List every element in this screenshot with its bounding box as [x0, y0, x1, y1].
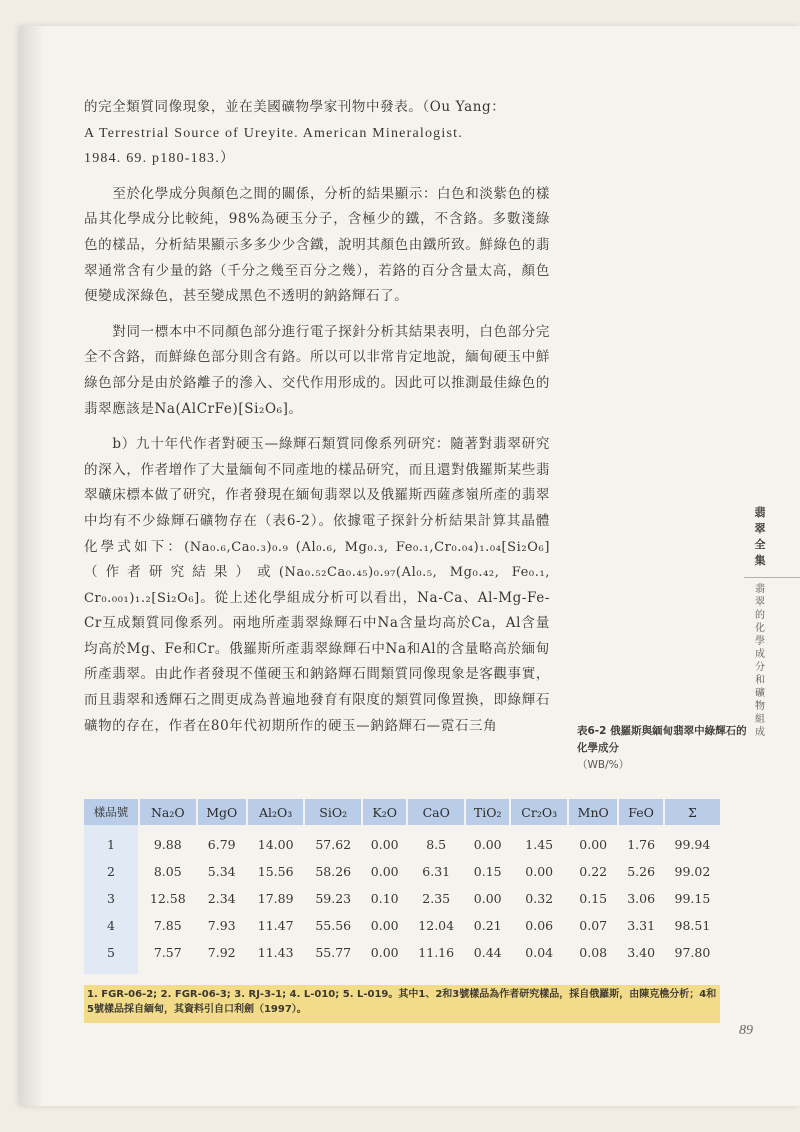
header-mgo: MgO	[197, 799, 247, 825]
book-title-vertical: 翡翠全集	[754, 506, 766, 567]
table-notes: 1. FGR-06-2; 2. FGR-06-3; 3. RJ-3-1; 4. L-010; 5. L-019。其中1、2和3號樣品為作者研究樣品，採自俄羅斯，由陳克樵分析；4和5號樣品採自緬甸，其資料引自口利劍（1997）。	[84, 985, 720, 1023]
value-cell: 17.89	[247, 885, 305, 912]
paragraph-4-rest: 。從上述化學組成分析可以看出，Na-Ca、Al-Mg-Fe-Cr互成類質同像系列。兩地所產翡翠綠輝石中Na含量均高於Ca，Al含量均高於Mg、Fe和Cr。俄羅斯所產翡翠綠輝石中Na和Al的含量略高於緬甸所產翡翠。由此作者發現不僅硬玉和鈉鉻輝石間類質同像現象是客觀事實，而且翡翠和透輝石之間更成為普遍地發育有限度的類質同像置換，即綠輝石礦物的存在，作者在80年代初期所作的硬玉—鈉鉻輝石—霓石三角	[84, 589, 550, 734]
value-cell: 1.76	[618, 825, 663, 858]
header-sample: 樣品號	[84, 799, 139, 825]
value-cell: 0.00	[362, 825, 407, 858]
paragraph-4	[84, 432, 550, 739]
value-cell: 8.05	[139, 858, 197, 885]
header-tio2: TiO₂	[465, 799, 510, 825]
sample-number-cell: 3	[84, 885, 139, 912]
header-na2o: Na₂O	[139, 799, 197, 825]
header-feo: FeO	[618, 799, 663, 825]
composition-table-wrap	[84, 799, 720, 974]
value-cell: 6.31	[407, 858, 465, 885]
value-cell: 0.00	[568, 825, 618, 858]
value-cell: 0.00	[362, 912, 407, 939]
paragraph-1-line-1: 的完全類質同像現象，並在美國礦物學家刊物中發表。（Ou Yang：	[84, 99, 506, 115]
value-cell: 0.08	[568, 939, 618, 974]
value-cell: 0.22	[568, 858, 618, 885]
body-text	[84, 95, 550, 739]
formula-2: (Na₀.₅₂Ca₀.₄₅)₀.₉₇(Al₀.₅, Mg₀.₄₂, Fe₀.₁, Cr₀.₀₀₁)₁.₂[Si₂O₆]	[84, 565, 550, 606]
value-cell: 0.21	[465, 912, 510, 939]
table-row	[84, 885, 720, 912]
value-cell: 3.40	[618, 939, 663, 974]
value-cell: 7.85	[139, 912, 197, 939]
table-row	[84, 858, 720, 885]
value-cell: 5.26	[618, 858, 663, 885]
table-row	[84, 912, 720, 939]
value-cell: 55.56	[304, 912, 362, 939]
header-k2o: K₂O	[362, 799, 407, 825]
value-cell: 7.93	[197, 912, 247, 939]
paragraph-1	[84, 95, 550, 172]
value-cell: 15.56	[247, 858, 305, 885]
composition-table	[84, 799, 720, 974]
value-cell: 2.35	[407, 885, 465, 912]
side-divider	[744, 577, 800, 578]
table-header-row	[84, 799, 720, 825]
value-cell: 98.51	[674, 918, 711, 933]
value-cell: 7.92	[197, 939, 247, 974]
paragraph-4-intro: b）九十年代作者對硬玉—綠輝石類質同像系列研究：隨著對翡翠研究的深入，作者增作了大量緬甸不同產地的樣品研究，而且還對俄羅斯某些翡翠礦床標本做了研究，作者發現在緬甸翡翠以及俄羅斯西薩彥嶺所產的翡翠中均有不少綠輝石礦物存在（表6-2）。依據電子探針分析結果計算其晶體化學式如下：	[84, 436, 550, 555]
value-cell: 0.07	[568, 912, 618, 939]
spine-shadow	[20, 26, 44, 1106]
value-cell: 0.00	[465, 885, 510, 912]
citation-line: A Terrestrial Source of Ureyite. American Mineralogist.	[84, 125, 463, 141]
paragraph-4-mid: （作者研究結果）或	[84, 564, 279, 581]
value-cell: 0.00	[510, 858, 568, 885]
table-caption	[577, 723, 747, 774]
value-cell: 0.00	[465, 825, 510, 858]
header-sio2: SiO₂	[304, 799, 362, 825]
value-cell: 12.04	[407, 912, 465, 939]
page-number: 89	[739, 1023, 753, 1038]
header-sum: Σ	[664, 799, 720, 825]
value-cell: 0.44	[465, 939, 510, 974]
table-caption-title: 表6-2 俄羅斯與緬甸翡翠中綠輝石的化學成分	[577, 725, 747, 754]
sample-number-cell: 4	[84, 912, 139, 939]
value-cell: 1.45	[510, 825, 568, 858]
header-al2o3: Al₂O₃	[247, 799, 305, 825]
formula-1: (Na₀.₆,Ca₀.₃)₀.₉ (Al₀.₆, Mg₀.₃, Fe₀.₁,Cr₀.₀₄)₁.₀₄[Si₂O₆]	[184, 539, 550, 555]
value-cell: 97.80	[674, 945, 711, 960]
value-cell: 0.06	[510, 912, 568, 939]
sample-number-cell: 1	[84, 825, 139, 858]
citation-line-2: 1984. 69. p180-183.）	[84, 151, 236, 167]
value-cell: 11.16	[407, 939, 465, 974]
value-cell: 14.00	[247, 825, 305, 858]
value-cell: 2.34	[197, 885, 247, 912]
value-cell: 58.26	[304, 858, 362, 885]
value-cell: 0.04	[510, 939, 568, 974]
table-caption-unit: （WB/%）	[577, 759, 630, 771]
value-cell: 99.02	[674, 864, 711, 879]
value-cell: 11.47	[247, 912, 305, 939]
header-cr2o3: Cr₂O₃	[510, 799, 568, 825]
table-body	[84, 825, 720, 974]
value-cell: 99.15	[674, 891, 711, 906]
value-cell: 0.00	[362, 858, 407, 885]
value-cell: 5.34	[197, 858, 247, 885]
value-cell: 0.10	[362, 885, 407, 912]
value-cell: 55.77	[304, 939, 362, 974]
value-cell: 6.79	[197, 825, 247, 858]
value-cell: 12.58	[139, 885, 197, 912]
paragraph-3: 對同一標本中不同顏色部分進行電子探針分析其結果表明，白色部分完全不含鉻，而鮮綠色部分則含有鉻。所以可以非常肯定地說，緬甸硬玉中鮮綠色部分是由於鉻離子的滲入、交代作用形成的。因此可以推測最佳綠色的翡翠應該是Na(AlCrFe)[Si₂O₆]。	[84, 323, 550, 417]
value-cell: 99.94	[674, 837, 711, 852]
value-cell: 9.88	[139, 825, 197, 858]
value-cell: 7.57	[139, 939, 197, 974]
table-row	[84, 825, 720, 858]
sample-number-cell: 2	[84, 858, 139, 885]
paragraph-2: 至於化學成分與顏色之間的關係，分析的結果顯示：白色和淡紫色的樣品其化學成分比較純，98%為硬玉分子，含極少的鐵，不含鉻。多數淺綠色的樣品，分析結果顯示多多少少含鐵，說明其顏色由鐵所致。鮮綠色的翡翠通常含有少量的鉻（千分之幾至百分之幾），若鉻的百分含量太高，顏色便變成深綠色，甚至變成黑色不透明的鈉鉻輝石了。	[84, 185, 550, 305]
value-cell: 0.00	[362, 939, 407, 974]
value-cell: 0.15	[568, 885, 618, 912]
value-cell: 59.23	[304, 885, 362, 912]
value-cell: 0.15	[465, 858, 510, 885]
sample-number-cell: 5	[84, 939, 139, 974]
value-cell: 8.5	[407, 825, 465, 858]
value-cell: 57.62	[304, 825, 362, 858]
value-cell: 0.32	[510, 885, 568, 912]
header-cao: CaO	[407, 799, 465, 825]
value-cell: 3.31	[618, 912, 663, 939]
table-row	[84, 939, 720, 974]
value-cell: 3.06	[618, 885, 663, 912]
chapter-title-vertical: 翡翠的化學成分和礦物組成	[755, 584, 765, 738]
header-mno: MnO	[568, 799, 618, 825]
value-cell: 11.43	[247, 939, 305, 974]
